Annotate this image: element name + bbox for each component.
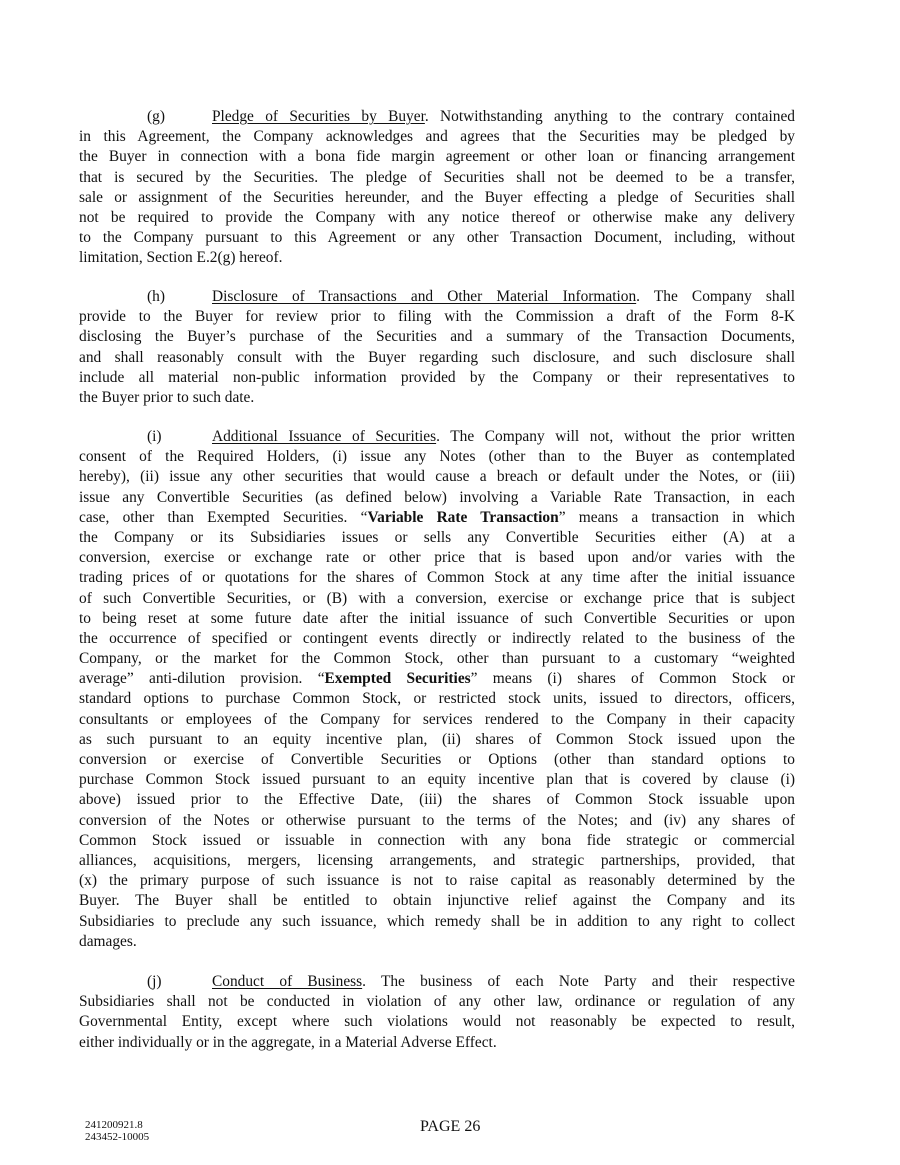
- paragraph-line: above) issued prior to the Effective Date, (iii) the shares of Common Stock issuable upon: [79, 791, 795, 809]
- paragraph-line: conversion of the Notes or otherwise pursuant to the terms of the Notes; and (iv) any shares of: [79, 811, 795, 829]
- paragraph-line: conversion, exercise or exchange rate or other price that is based upon and/or varies with the: [79, 549, 795, 567]
- paragraph-line: the Buyer in connection with a bona fide margin agreement or other loan or financing arrangement: [79, 148, 795, 166]
- section-i-additional-issuance: [79, 427, 795, 952]
- paragraph-line: include all material non-public information provided by the Company or their representatives to: [79, 368, 795, 386]
- section-g-pledge-of-securities: [79, 107, 795, 269]
- paragraph-line: and shall reasonably consult with the Buyer regarding such disclosure, and such disclosure shall: [79, 348, 795, 366]
- paragraph-line: average” anti-dilution provision. “Exempted Securities” means (i) shares of Common Stock or: [79, 670, 795, 688]
- section-h-disclosure-of-transactions: [79, 287, 795, 408]
- paragraph-line: (j) Conduct of Business. The business of each Note Party and their respective: [79, 972, 795, 992]
- paragraph-line: to the Company pursuant to this Agreement or any other Transaction Document, including, without: [79, 229, 795, 247]
- paragraph-line: consent of the Required Holders, (i) issue any Notes (other than to the Buyer as contemplated: [79, 448, 795, 466]
- paragraph-line: provide to the Buyer for review prior to filing with the Commission a draft of the Form 8-K: [79, 308, 795, 326]
- paragraph-line: purchase Common Stock issued pursuant to an equity incentive plan that is covered by clause (i): [79, 771, 795, 789]
- paragraph-line: conversion or exercise of Convertible Securities or Options (other than standard options to: [79, 751, 795, 768]
- paragraph-line: (h) Disclosure of Transactions and Other Material Information. The Company shall: [79, 287, 795, 307]
- section-heading: Pledge of Securities by Buyer: [212, 108, 425, 125]
- paragraph-line: in this Agreement, the Company acknowledges and agrees that the Securities may be pledged by: [79, 128, 795, 146]
- paragraph-line: not be required to provide the Company with any notice thereof or otherwise make any delivery: [79, 208, 795, 226]
- paragraph-line: Subsidiaries to preclude any such issuance, which remedy shall be in addition to any right to collect: [79, 912, 795, 930]
- paragraph-line: hereby), (ii) issue any other securities that would cause a breach or default under the Notes, or (iii): [79, 468, 795, 486]
- section-marker: (h): [147, 288, 165, 305]
- section-heading: Additional Issuance of Securities: [212, 428, 437, 445]
- paragraph-line: that is secured by the Securities. The pledge of Securities shall not be deemed to be a transfer,: [79, 168, 795, 186]
- paragraph-line: to being reset at some future date after the initial issuance of such Convertible Securities or upon: [79, 609, 795, 627]
- paragraph-line: disclosing the Buyer’s purchase of the Securities and a summary of the Transaction Documents,: [79, 328, 795, 346]
- section-heading: Conduct of Business: [212, 973, 363, 990]
- defined-term-exempted-securities: Exempted Securities: [324, 670, 471, 688]
- section-j-conduct-of-business: [79, 972, 795, 1053]
- section-marker: (j): [147, 973, 162, 990]
- page-number: PAGE 26: [420, 1118, 481, 1135]
- document-id-footer: [85, 1119, 149, 1143]
- paragraph-line: Subsidiaries shall not be conducted in violation of any other law, ordinance or regulation of any: [79, 993, 795, 1011]
- section-marker: (i): [147, 428, 162, 445]
- paragraph-line: Company, or the market for the Common Stock, other than pursuant to a customary “weighted: [79, 650, 795, 668]
- section-heading: Disclosure of Transactions and Other Material Information: [212, 288, 637, 305]
- paragraph-line: Governmental Entity, except where such violations would not reasonably be expected to result,: [79, 1013, 795, 1031]
- paragraph-line: the Buyer prior to such date.: [79, 388, 255, 406]
- paragraph-line: limitation, Section E.2(g) hereof.: [79, 249, 283, 267]
- paragraph-line: consultants or employees of the Company for services rendered to the Company in their capacity: [79, 710, 795, 728]
- paragraph-line: (i) Additional Issuance of Securities. The Company will not, without the prior written: [79, 427, 795, 447]
- paragraph-line: alliances, acquisitions, mergers, licensing arrangements, and strategic partnerships, provided, that: [79, 851, 795, 869]
- paragraph-line: damages.: [79, 932, 137, 950]
- paragraph-line: trading prices of or quotations for the shares of Common Stock at any time after the initial issuance: [79, 569, 795, 587]
- paragraph-line: the Company or its Subsidiaries issues or sells any Convertible Securities either (A) at a: [79, 528, 795, 546]
- paragraph-line: the occurrence of specified or contingent events directly or indirectly related to the business of the: [79, 629, 795, 647]
- paragraph-line: (x) the primary purpose of such issuance is not to raise capital as reasonably determined by the: [79, 872, 795, 890]
- section-marker: (g): [147, 108, 165, 125]
- document-id-1: 241200921.8: [85, 1119, 143, 1131]
- paragraph-line: Common Stock issued or issuable in connection with any bona fide strategic or commercial: [79, 831, 795, 849]
- paragraph-line: Buyer. The Buyer shall be entitled to obtain injunctive relief against the Company and its: [79, 892, 795, 910]
- document-id-2: 243452-10005: [85, 1131, 150, 1143]
- paragraph-line: sale or assignment of the Securities hereunder, and the Buyer effecting a pledge of Securities shall: [79, 188, 795, 206]
- defined-term-variable-rate-transaction: Variable Rate Transaction: [367, 508, 559, 526]
- paragraph-line: of such Convertible Securities, or (B) with a conversion, exercise or exchange price that is subject: [79, 589, 795, 607]
- paragraph-line: standard options to purchase Common Stock, or restricted stock units, issued to directors, officers,: [79, 690, 795, 708]
- paragraph-line: (g) Pledge of Securities by Buyer. Notwithstanding anything to the contrary contained: [79, 107, 795, 127]
- paragraph-line: issue any Convertible Securities (as defined below) involving a Variable Rate Transaction, in each: [79, 488, 795, 506]
- paragraph-line: case, other than Exempted Securities. “Variable Rate Transaction” means a transaction in which: [79, 508, 795, 526]
- paragraph-line: as such pursuant to an equity incentive plan, (ii) shares of Common Stock issued upon the: [79, 730, 795, 748]
- paragraph-line: either individually or in the aggregate, in a Material Adverse Effect.: [79, 1033, 497, 1051]
